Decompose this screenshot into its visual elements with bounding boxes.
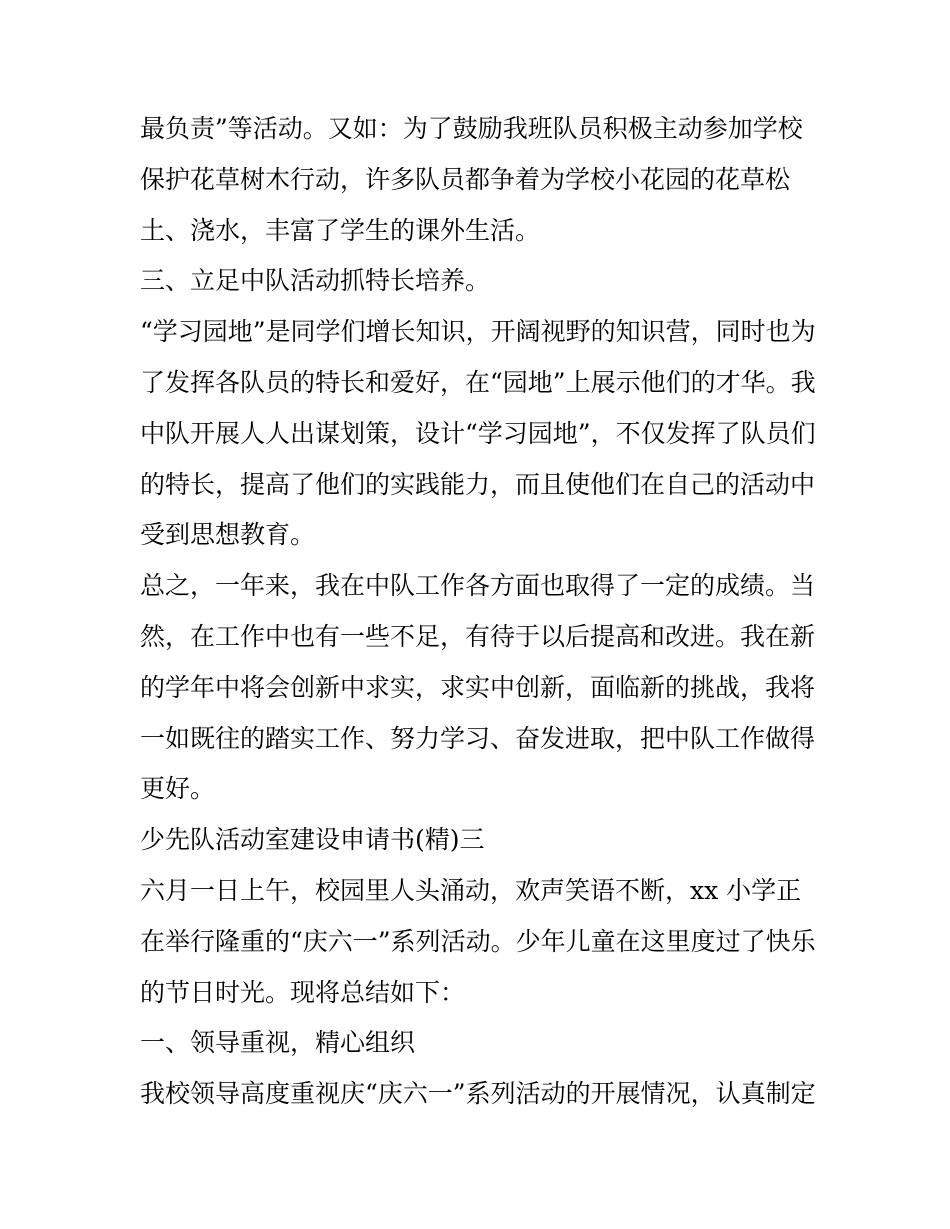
text-line: “学习园地”是同学们增长知识，开阔视野的知识营，同时也为 bbox=[140, 317, 816, 347]
text-line: 的特长，提高了他们的实践能力，而且使他们在自己的活动中 bbox=[140, 469, 816, 499]
text-line: 最负责”等活动。又如：为了鼓励我班队员积极主动参加学校 bbox=[140, 114, 803, 143]
document-body bbox=[140, 104, 820, 1120]
text-line: 受到思想教育。 bbox=[140, 520, 316, 550]
text-line: 中队开展人人出谋划策，设计“学习园地”，不仅发挥了队员们 bbox=[140, 418, 816, 448]
text-line: 保护花草树木行动，许多队员都争着为学校小花园的花草松 bbox=[140, 164, 791, 194]
text-line: 土、浇水，丰富了学生的课外生活。 bbox=[140, 215, 541, 245]
text-line: 我校领导高度重视庆“庆六一”系列活动的开展情况，认真制定 bbox=[140, 1079, 816, 1109]
document-title: 少先队活动室建设申请书(精)三 bbox=[140, 825, 485, 855]
text-line: 六月一日上午，校园里人头涌动，欢声笑语不断，xx 小学正 bbox=[140, 875, 802, 905]
text-line: 然，在工作中也有一些不足，有待于以后提高和改进。我在新 bbox=[140, 621, 816, 651]
section-heading: 三、立足中队活动抓特长培养。 bbox=[140, 266, 491, 296]
text-line: 总之，一年来，我在中队工作各方面也取得了一定的成绩。当 bbox=[140, 571, 816, 601]
text-line: 了发挥各队员的特长和爱好，在“园地”上展示他们的才华。我 bbox=[140, 367, 816, 397]
text-line: 在举行隆重的“庆六一”系列活动。少年儿童在这里度过了快乐 bbox=[140, 926, 816, 956]
text-line: 更好。 bbox=[140, 774, 216, 804]
text-line: 的学年中将会创新中求实，求实中创新，面临新的挑战，我将 bbox=[140, 672, 816, 702]
text-line: 一如既往的踏实工作、努力学习、奋发进取，把中队工作做得 bbox=[140, 723, 816, 753]
section-heading: 一、领导重视，精心组织 bbox=[140, 1028, 416, 1058]
text-line: 的节日时光。现将总结如下： bbox=[140, 977, 466, 1007]
